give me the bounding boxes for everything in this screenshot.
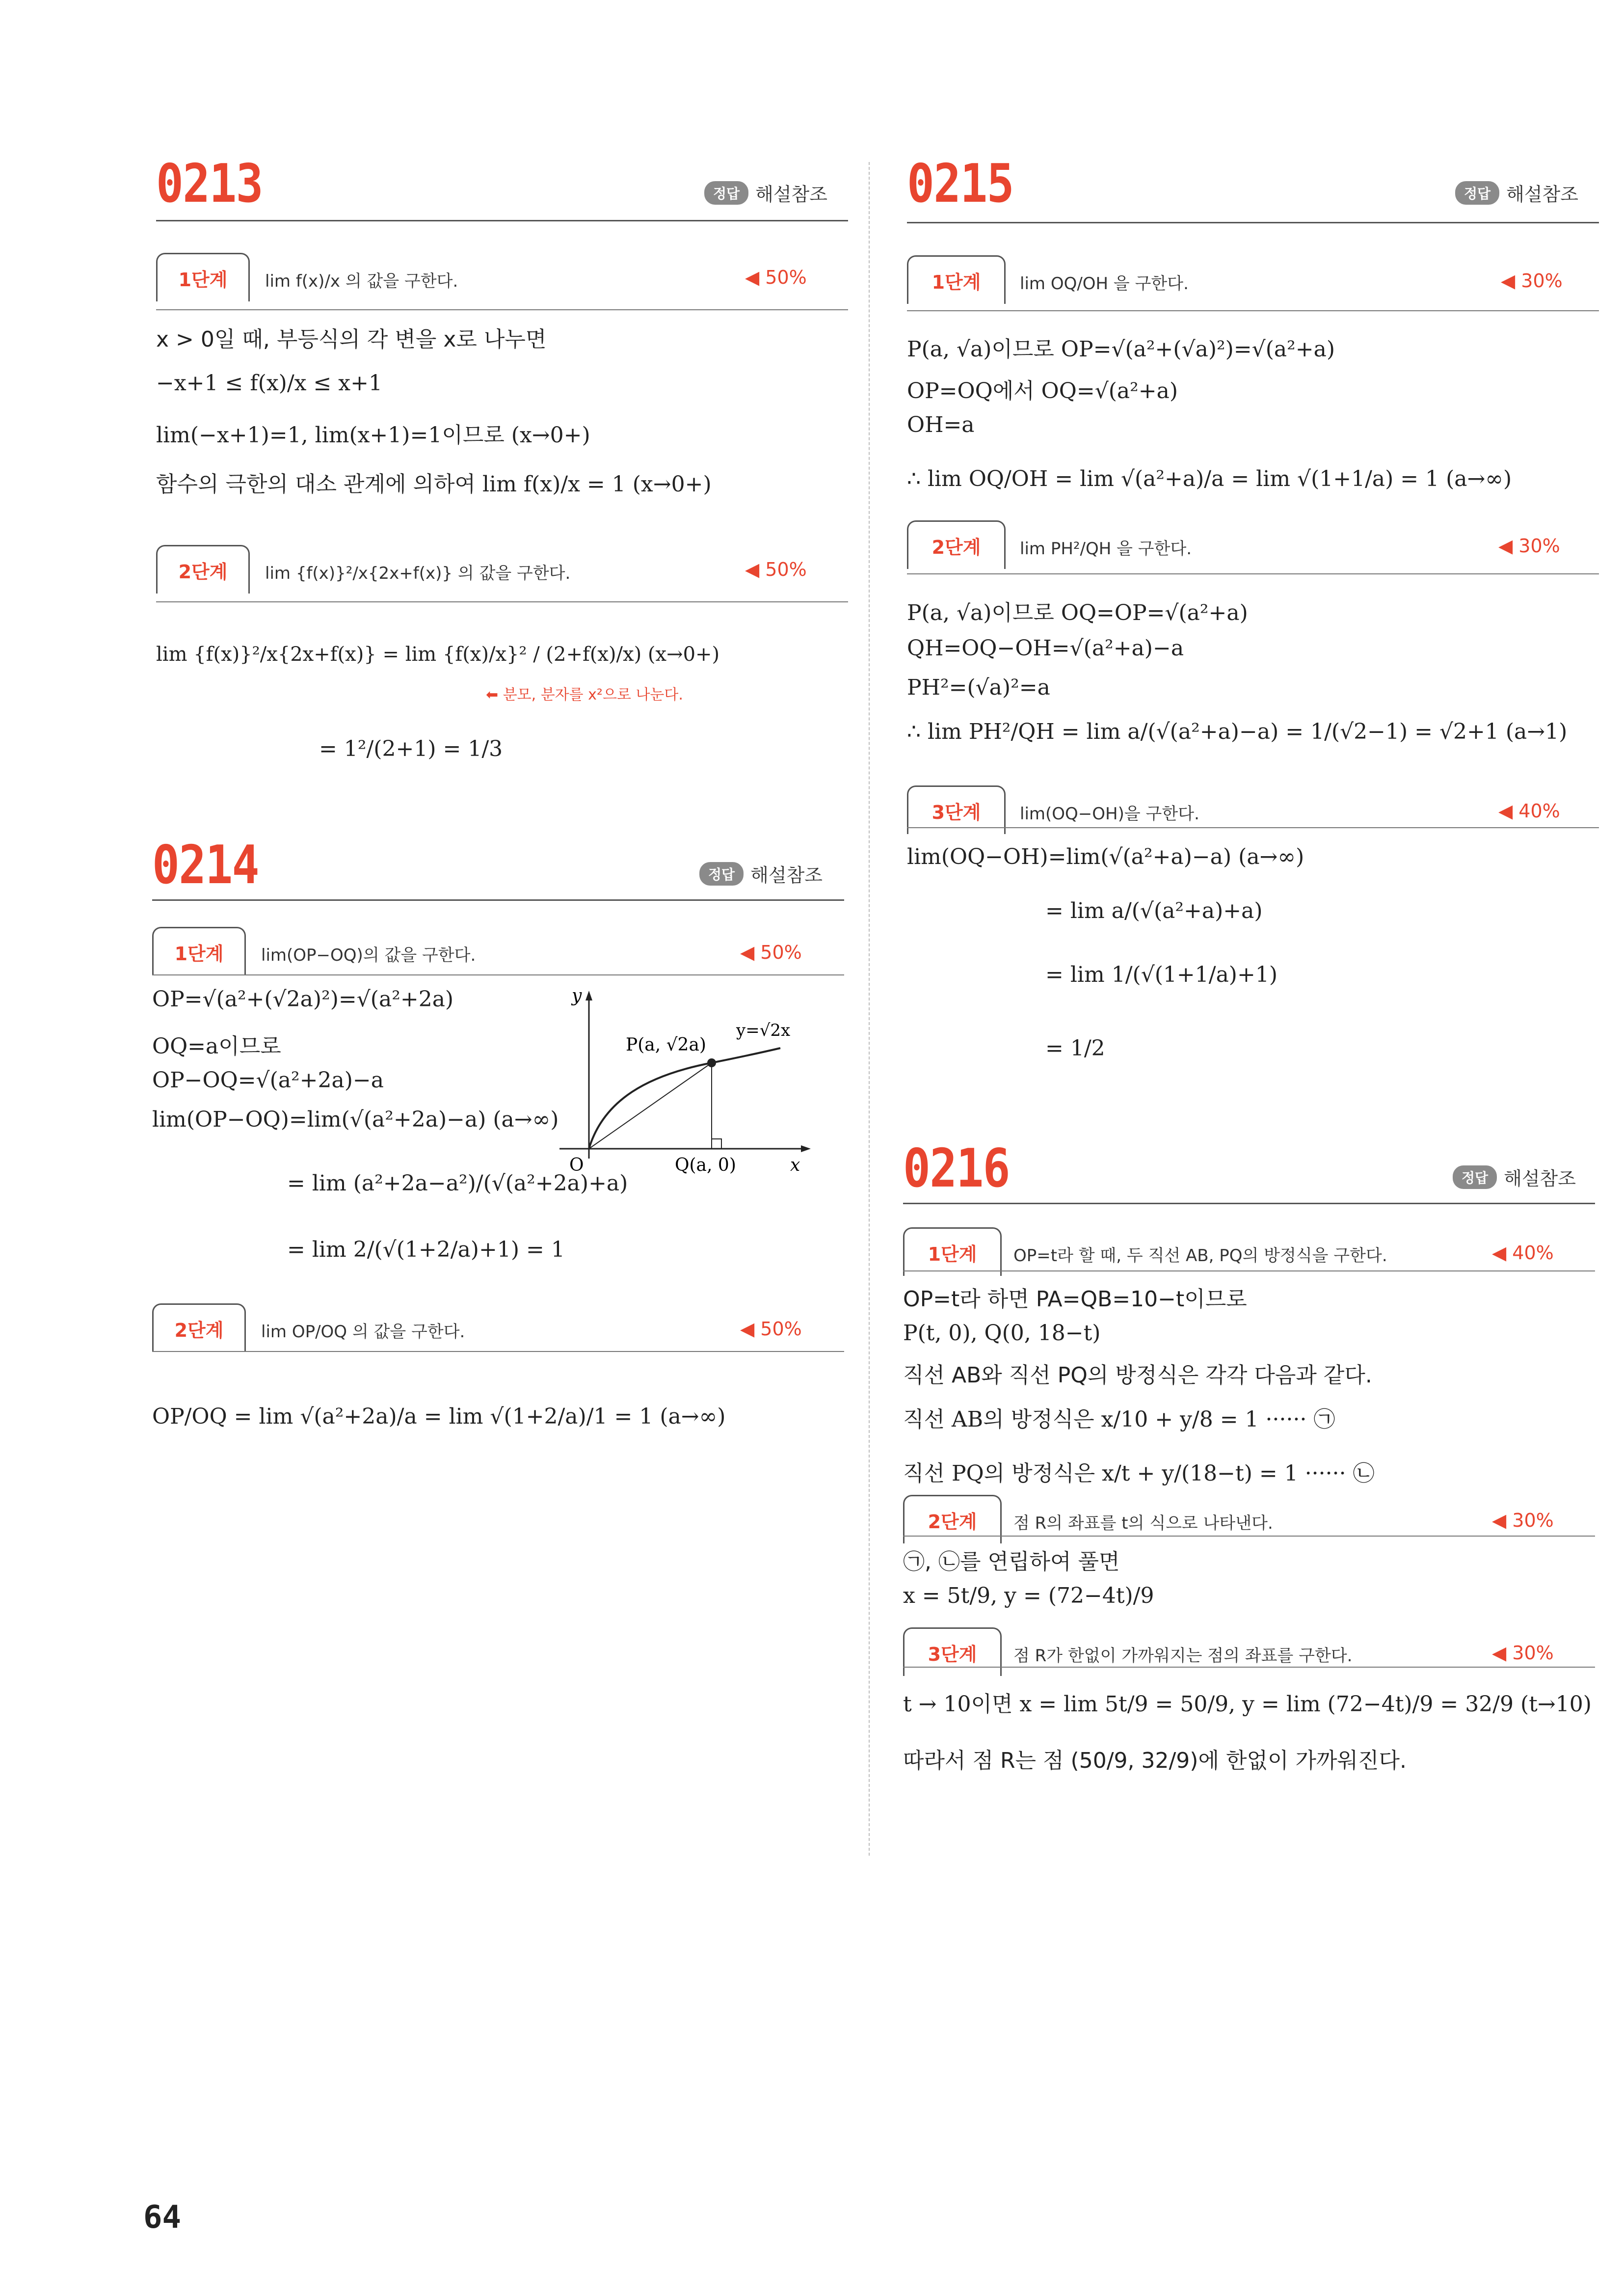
step-tab: 1단계 <box>903 1227 1002 1276</box>
solution-line: lim(−x+1)=1, lim(x+1)=1이므로 (x→0+) <box>156 423 590 448</box>
column-divider <box>869 162 870 1856</box>
step-tab: 1단계 <box>156 253 250 301</box>
step-percent: ◀ 30% <box>1498 535 1560 557</box>
step-rule <box>152 1351 844 1352</box>
step-header-2 <box>907 520 1599 567</box>
step-percent: ◀ 30% <box>1501 270 1563 292</box>
step-percent: ◀ 30% <box>1492 1642 1554 1664</box>
x-axis-label: x <box>790 1155 800 1175</box>
solution-line: = lim (a²+2a−a²)/(√(a²+2a)+a) <box>287 1171 628 1196</box>
page-number: 64 <box>143 2199 182 2236</box>
step-rule <box>156 309 848 310</box>
solution-line: OP=√(a²+(√2a)²)=√(a²+2a) <box>152 987 454 1012</box>
step-desc: lim(OQ−OH)을 구한다. <box>1020 804 1199 824</box>
x-axis-arrow <box>801 1145 811 1152</box>
step-header-2 <box>156 545 848 592</box>
solution-line: = lim 2/(√(1+2/a)+1) = 1 <box>287 1237 565 1262</box>
step-tab: 3단계 <box>907 785 1006 834</box>
solution-line: lim(OQ−OH)=lim(√(a²+a)−a) (a→∞) <box>907 844 1304 869</box>
solution-line: ∴ lim OQ/OH = lim √(a²+a)/a = lim √(1+1/a) = 1 (a→∞) <box>907 466 1512 491</box>
step-tab: 2단계 <box>907 520 1006 569</box>
title-rule <box>907 222 1599 223</box>
step-tab: 1단계 <box>152 927 246 975</box>
step-desc: lim {f(x)}²/x{2x+f(x)} 의 값을 구한다. <box>265 564 571 583</box>
solution-line: −x+1 ≤ f(x)/x ≤ x+1 <box>156 371 382 396</box>
answer-ref-0214 <box>699 860 823 887</box>
point-p <box>707 1058 716 1067</box>
side-note: ⬅ 분모, 분자를 x²으로 나눈다. <box>486 686 683 703</box>
step-percent: ◀ 50% <box>745 267 807 288</box>
step-header-3 <box>907 785 1599 833</box>
step-rule <box>907 573 1599 574</box>
step-percent: ◀ 40% <box>1498 800 1560 822</box>
step-percent: ◀ 50% <box>740 1318 802 1340</box>
problem-number-0215: 0215 <box>907 153 1013 215</box>
problem-number-0213: 0213 <box>156 153 263 215</box>
y-axis-arrow <box>585 991 592 1000</box>
problem-number-0214: 0214 <box>152 835 259 896</box>
step-desc: OP=t라 할 때, 두 직선 AB, PQ의 방정식을 구한다. <box>1013 1246 1387 1266</box>
step-percent: ◀ 30% <box>1492 1510 1554 1531</box>
solution-line: x = 5t/9, y = (72−4t)/9 <box>903 1583 1154 1608</box>
solution-line: lim {f(x)}²/x{2x+f(x)} = lim {f(x)/x}² / (2+f(x)/x) (x→0+) <box>156 643 720 666</box>
step-tab: 2단계 <box>152 1303 246 1352</box>
title-rule <box>156 220 848 221</box>
answer-text: 해설참조 <box>1504 1168 1576 1189</box>
step-percent: ◀ 50% <box>745 559 807 580</box>
step-tab: 2단계 <box>156 545 250 594</box>
answer-ref-0215 <box>1455 179 1578 206</box>
step-header-1 <box>152 927 844 974</box>
solution-line: ㉠, ㉡를 연립하여 풀면 <box>903 1549 1120 1574</box>
step-rule <box>903 1536 1595 1537</box>
step-tab: 3단계 <box>903 1627 1002 1676</box>
step-percent: ◀ 50% <box>740 942 802 963</box>
step-header-1 <box>907 255 1599 302</box>
step-header-2 <box>152 1303 844 1351</box>
problem-number-0216: 0216 <box>903 1138 1010 1199</box>
answer-pill: 정답 <box>699 862 744 886</box>
step-desc: lim OQ/OH 을 구한다. <box>1020 274 1189 294</box>
step-desc: 점 R의 좌표를 t의 식으로 나타낸다. <box>1013 1513 1273 1533</box>
solution-line: 따라서 점 R는 점 (50/9, 32/9)에 한없이 가까워진다. <box>903 1748 1407 1773</box>
answer-pill: 정답 <box>1453 1165 1497 1189</box>
solution-line: = lim 1/(√(1+1/a)+1) <box>1045 962 1277 987</box>
solution-line: OH=a <box>907 412 975 437</box>
function-graph <box>550 982 825 1188</box>
title-rule <box>903 1203 1595 1204</box>
step-header-2 <box>903 1495 1595 1542</box>
answer-text: 해설참조 <box>1506 184 1578 205</box>
solution-line: OP/OQ = lim √(a²+2a)/a = lim √(1+2/a)/1 = 1 (a→∞) <box>152 1404 726 1429</box>
solution-line: = 1/2 <box>1045 1036 1105 1061</box>
solution-line: OP−OQ=√(a²+2a)−a <box>152 1068 384 1093</box>
solution-line: P(t, 0), Q(0, 18−t) <box>903 1321 1101 1346</box>
point-q-label: Q(a, 0) <box>675 1155 736 1175</box>
solution-line: x > 0일 때, 부등식의 각 변을 x로 나누면 <box>156 327 547 352</box>
solution-line: P(a, √a)이므로 OP=√(a²+(√a)²)=√(a²+a) <box>907 337 1335 362</box>
step-tab: 2단계 <box>903 1495 1002 1543</box>
step-tab: 1단계 <box>907 255 1006 304</box>
solution-line: 직선 AB의 방정식은 x/10 + y/8 = 1 ······ ㉠ <box>903 1407 1335 1432</box>
solution-line: = 1²/(2+1) = 1/3 <box>319 736 503 761</box>
answer-ref-0216 <box>1453 1163 1576 1190</box>
step-rule <box>907 827 1599 828</box>
solution-line: 함수의 극한의 대소 관계에 의하여 lim f(x)/x = 1 (x→0+) <box>156 472 712 497</box>
solution-line: t → 10이면 x = lim 5t/9 = 50/9, y = lim (72−4t)/9 = 32/9 (t→10) <box>903 1692 1592 1717</box>
solution-line: P(a, √a)이므로 OQ=OP=√(a²+a) <box>907 600 1248 625</box>
solution-line: PH²=(√a)²=a <box>907 675 1050 700</box>
solution-line: OP=t라 하면 PA=QB=10−t이므로 <box>903 1287 1247 1312</box>
point-p-label: P(a, √2a) <box>626 1035 706 1055</box>
answer-pill: 정답 <box>704 181 748 205</box>
solution-line: QH=OQ−OH=√(a²+a)−a <box>907 636 1184 661</box>
step-desc: lim(OP−OQ)의 값을 구한다. <box>261 945 476 965</box>
solution-line: lim(OP−OQ)=lim(√(a²+2a)−a) (a→∞) <box>152 1107 559 1132</box>
solution-line: 직선 PQ의 방정식은 x/t + y/(18−t) = 1 ······ ㉡ <box>903 1461 1375 1486</box>
solution-line: ∴ lim PH²/QH = lim a/(√(a²+a)−a) = 1/(√2−1) = √2+1 (a→1) <box>907 719 1568 744</box>
curve <box>589 1048 780 1149</box>
answer-ref-0213 <box>704 179 827 206</box>
solution-line: OP=OQ에서 OQ=√(a²+a) <box>907 378 1178 404</box>
curve-label: y=√2x <box>736 1021 791 1040</box>
step-desc: lim f(x)/x 의 값을 구한다. <box>265 271 458 291</box>
step-desc: lim OP/OQ 의 값을 구한다. <box>261 1322 465 1342</box>
y-axis-label: y <box>572 986 582 1006</box>
answer-pill: 정답 <box>1455 181 1499 205</box>
solution-line: 직선 AB와 직선 PQ의 방정식은 각각 다음과 같다. <box>903 1363 1372 1388</box>
answer-text: 해설참조 <box>755 184 827 205</box>
step-header-1 <box>156 253 848 300</box>
title-rule <box>152 899 844 901</box>
step-desc: 점 R가 한없이 가까워지는 점의 좌표를 구한다. <box>1013 1646 1353 1666</box>
step-rule <box>903 1667 1595 1668</box>
step-rule <box>152 974 844 975</box>
right-angle-mark <box>712 1139 721 1149</box>
segment-op <box>589 1063 712 1149</box>
solution-line: OQ=a이므로 <box>152 1034 281 1059</box>
step-rule <box>907 310 1599 311</box>
step-rule <box>903 1270 1595 1271</box>
answer-text: 해설참조 <box>750 864 823 886</box>
origin-label: O <box>569 1155 584 1175</box>
step-rule <box>156 601 848 602</box>
step-percent: ◀ 40% <box>1492 1242 1554 1264</box>
step-header-1 <box>903 1227 1595 1274</box>
step-desc: lim PH²/QH 을 구한다. <box>1020 539 1192 559</box>
solution-line: = lim a/(√(a²+a)+a) <box>1045 898 1263 923</box>
